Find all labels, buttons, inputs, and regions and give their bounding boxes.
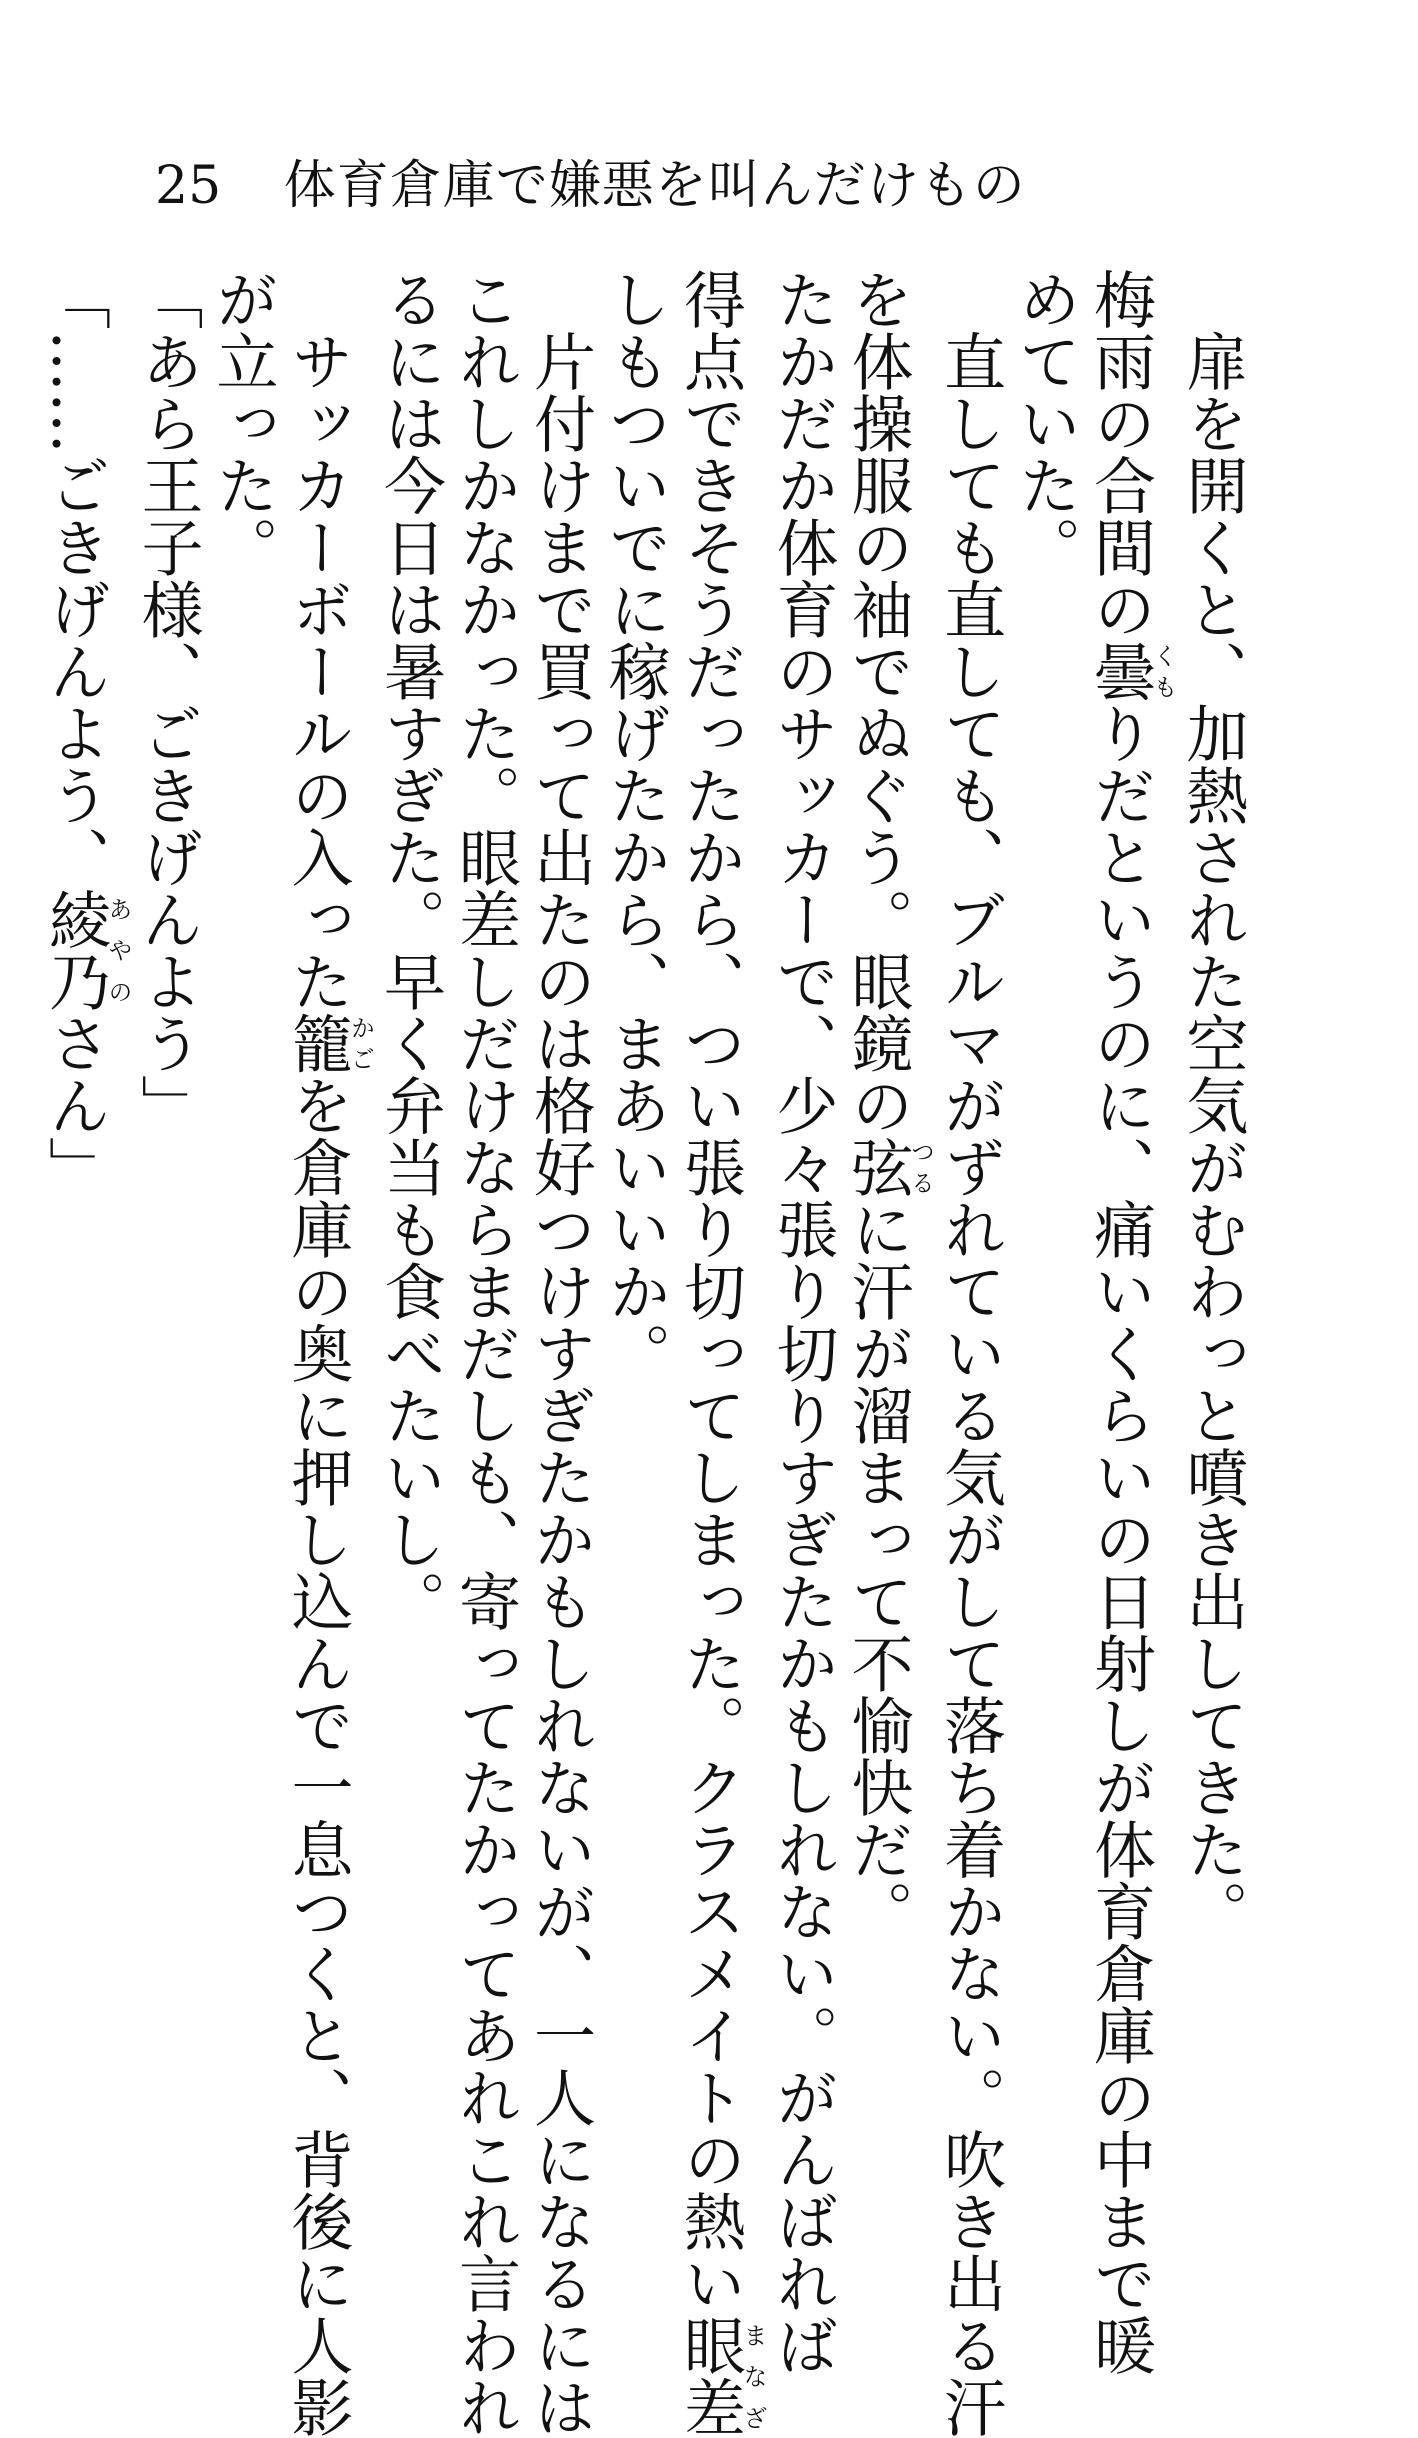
text-line: しもついでに稼げたから、まあいいか。 [598,268,672,1384]
text-line: 扉を開くと、加熱された空気がむわっと噴き出してきた。 [1176,330,1249,1942]
text-line: るには今日は暑すぎた。早く弁当も食べたいし。 [373,268,447,1632]
ruby-annotation: 弦つる [841,1136,935,1198]
body-text [38,268,1251,2438]
dialogue-line: 「あら王子様、ごきげんよう」 [131,268,204,1136]
ruby-annotation: 曇くも [1083,640,1177,702]
text-line: が立った。 [206,268,279,578]
text-line: 梅雨の合間の曇くもりだというのに、痛いくらいの日射しが体育倉庫の中まで暖 [1083,268,1177,2376]
ruby-annotation: 綾乃あやの [38,888,132,1012]
text-line: サッカーボールの入った籠かごを倉庫の奥に押し込んで一息つくと、背後に人影 [281,330,375,2438]
text-line: これしかなかった。眼差しだけならまだしも、寄ってたかってあれこれ言われ [448,268,522,2438]
text-line: めていた。 [1008,268,1082,578]
ruby-annotation: 籠かご [281,1012,375,1074]
text-line: を体操服の袖でぬぐう。眼鏡の弦つるに汗が溜まって不愉快だ。 [841,268,935,1942]
text-line: 片付けまで買って出たのは格好つけすぎたかもしれないが、一人になるには [523,330,597,2438]
text-line: たかだか体育のサッカーで、少々張り切りすぎたかもしれない。がんばれば [766,268,839,2376]
page-header [155,156,1026,216]
text-line: 直しても直しても、ブルマがずれている気がして落ち着かない。吹き出る汗 [933,330,1007,2438]
dialogue-line: 「……ごきげんよう、綾乃あやのさん」 [38,268,132,1198]
chapter-title: 体育倉庫で嫌悪を叫んだけもの [283,156,1026,216]
ruby-annotation: 眼差まなざ [673,2314,767,2438]
text-line: 得点できそうだったから、つい張り切ってしまった。クラスメイトの熱い眼差まなざ [673,268,767,2438]
page-number: 25 [155,156,222,216]
